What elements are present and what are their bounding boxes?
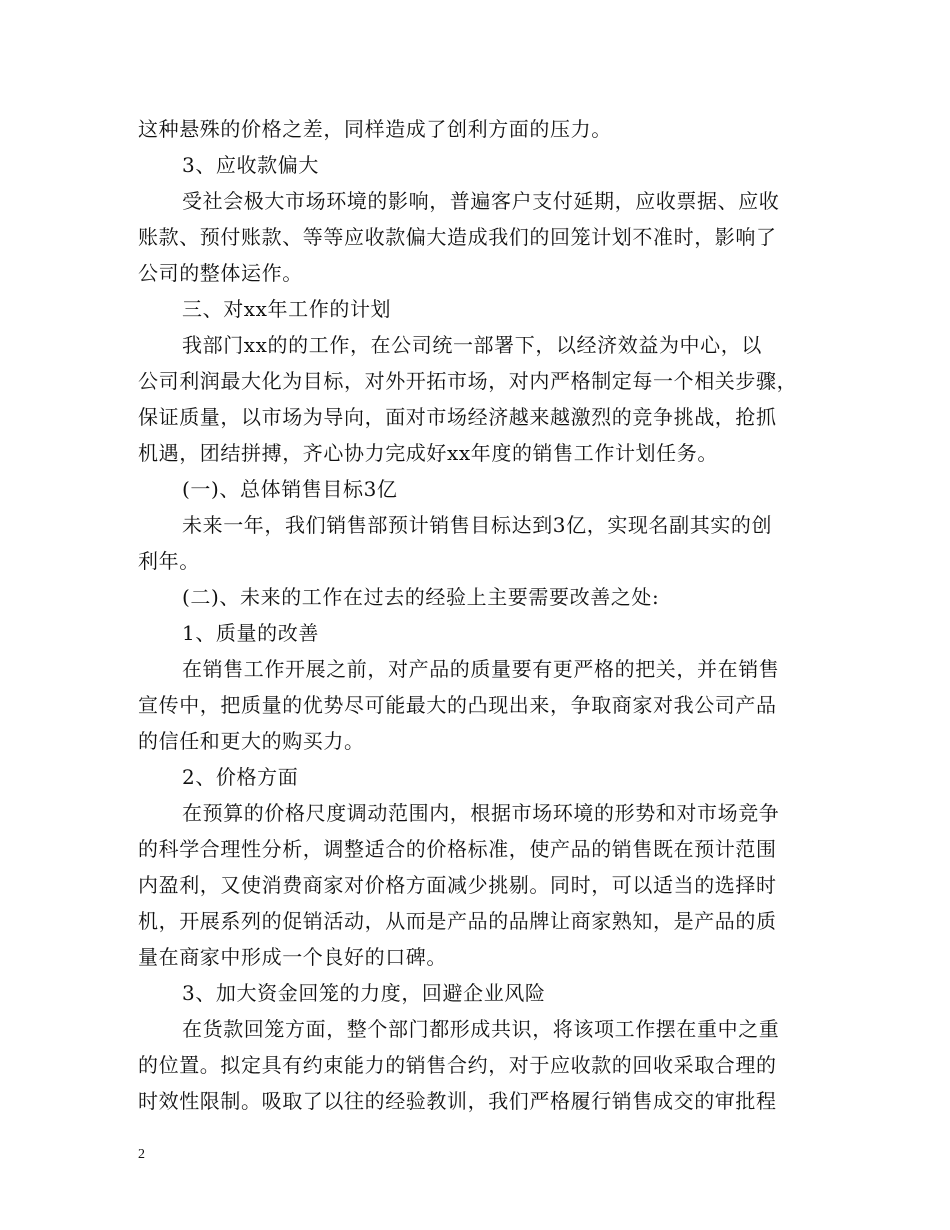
text-line: 在销售工作开展之前，对产品的质量要有更严格的把关，并在销售 bbox=[182, 657, 780, 681]
text-line: 2、价格方面 bbox=[182, 765, 299, 789]
text-line: 时效性限制。吸取了以往的经验教训，我们严格履行销售成交的审批程 bbox=[138, 1089, 777, 1113]
text-line: 的科学合理性分析，调整适合的价格标准，使产品的销售既在预计范围 bbox=[138, 837, 777, 861]
text-line: 宣传中，把质量的优势尽可能最大的凸现出来，争取商家对我公司产品 bbox=[138, 693, 777, 717]
text-line: 的信任和更大的购买力。 bbox=[138, 729, 365, 753]
text-line: 公司的整体运作。 bbox=[138, 261, 303, 285]
document-body bbox=[138, 111, 816, 1119]
text-line: 1、质量的改善 bbox=[182, 621, 319, 645]
text-line: 公司利润最大化为目标，对外开拓市场，对内严格制定每一个相关步骤， bbox=[138, 369, 798, 393]
text-line: 内盈利，又使消费商家对价格方面减少挑剔。同时，可以适当的选择时 bbox=[138, 873, 777, 897]
text-line: 我部门xx的的工作，在公司统一部署下，以经济效益为中心，以 bbox=[182, 333, 762, 357]
text-line: (二)、未来的工作在过去的经验上主要需要改善之处: bbox=[182, 585, 660, 609]
text-line: 账款、预付账款、等等应收款偏大造成我们的回笼计划不准时，影响了 bbox=[138, 225, 777, 249]
text-line: 利年。 bbox=[138, 549, 200, 573]
text-line: 量在商家中形成一个良好的口碑。 bbox=[138, 945, 447, 969]
text-line: 保证质量，以市场为导向，面对市场经济越来越激烈的竞争挑战，抢抓 bbox=[138, 405, 777, 429]
text-line: 的位置。拟定具有约束能力的销售合约，对于应收款的回收采取合理的 bbox=[138, 1053, 777, 1077]
text-line: 在货款回笼方面，整个部门都形成共识，将该项工作摆在重中之重 bbox=[182, 1017, 780, 1041]
text-line: 三、对xx年工作的计划 bbox=[182, 297, 392, 321]
text-line: 未来一年，我们销售部预计销售目标达到3亿，实现名副其实的创 bbox=[182, 513, 773, 537]
text-line: 机遇，团结拼搏，齐心协力完成好xx年度的销售工作计划任务。 bbox=[138, 441, 718, 465]
text-line: (一)、总体销售目标3亿 bbox=[182, 477, 398, 501]
text-line: 在预算的价格尺度调动范围内，根据市场环境的形势和对市场竞争 bbox=[182, 801, 780, 825]
text-line: 受社会极大市场环境的影响，普遍客户支付延期，应收票据、应收 bbox=[182, 189, 780, 213]
page-number: 2 bbox=[138, 1147, 145, 1162]
text-line: 3、应收款偏大 bbox=[182, 153, 319, 177]
text-line: 机，开展系列的促销活动，从而是产品的品牌让商家熟知，是产品的质 bbox=[138, 909, 777, 933]
text-line: 这种悬殊的价格之差，同样造成了创利方面的压力。 bbox=[138, 117, 612, 141]
text-line: 3、加大资金回笼的力度，回避企业风险 bbox=[182, 981, 546, 1005]
